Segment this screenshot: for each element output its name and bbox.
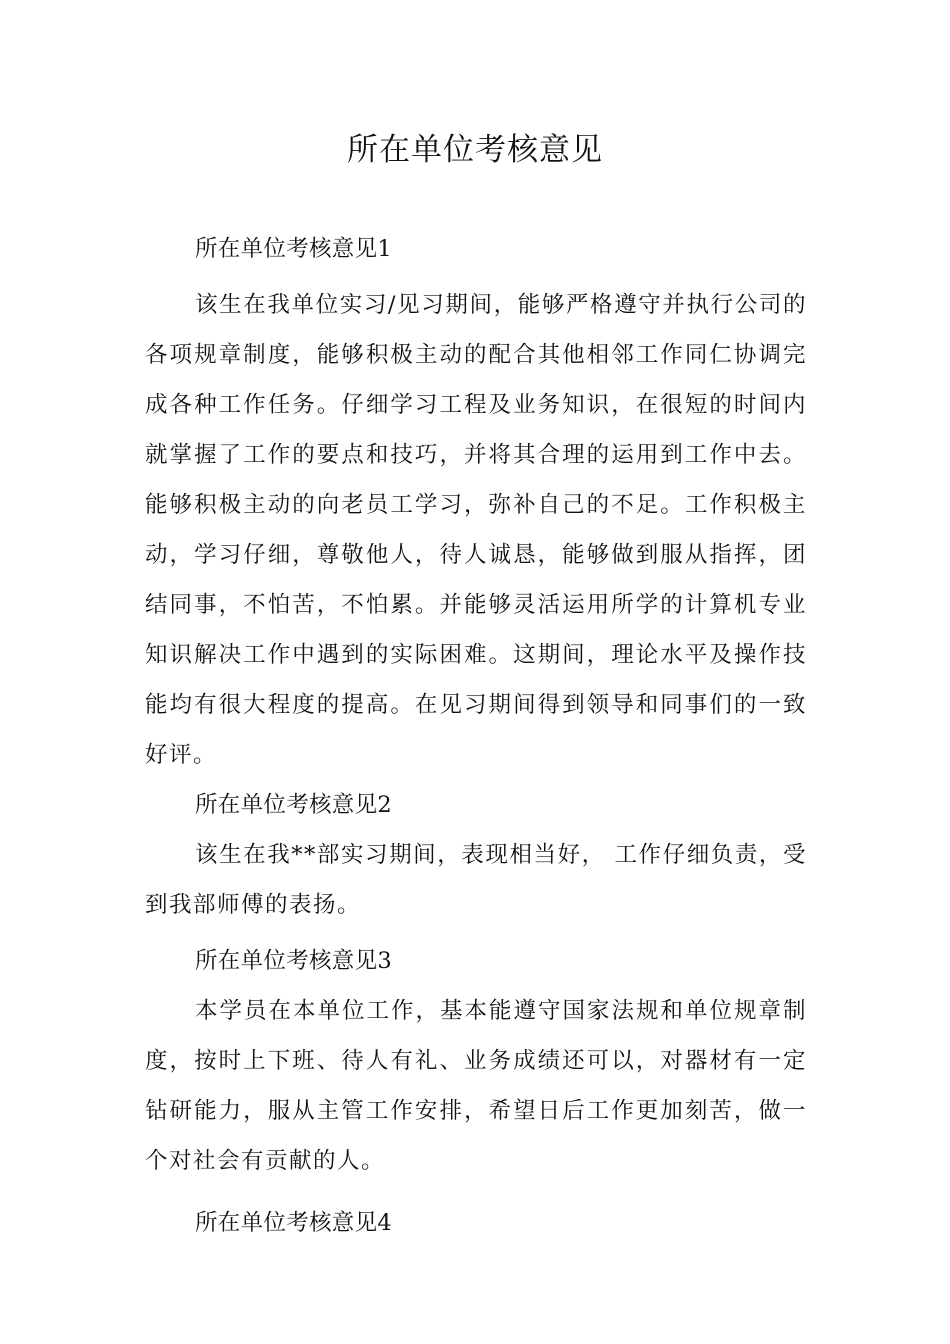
section-heading-2: 所在单位考核意见2 (195, 792, 393, 818)
section-heading-4: 所在单位考核意见4 (195, 1210, 393, 1236)
section-paragraph-2: 该生在我**部实习期间，表现相当好， 工作仔细负责，受到我部师傅的表扬。 (145, 842, 807, 918)
section-paragraph-3: 本学员在本单位工作，基本能遵守国家法规和单位规章制度，按时上下班、待人有礼、业务成绩还可以，对器材有一定钻研能力，服从主管工作安排，希望日后工作更加刻苦，做一个对社会有贡献的人。 (145, 998, 807, 1174)
section-heading-1: 所在单位考核意见1 (195, 236, 393, 262)
document-title: 所在单位考核意见 (347, 132, 603, 168)
document-body (145, 224, 807, 1248)
section-heading-3: 所在单位考核意见3 (195, 948, 393, 974)
section-paragraph-1: 该生在我单位实习/见习期间，能够严格遵守并执行公司的各项规章制度，能够积极主动的配合其他相邻工作同仁协调完成各种工作任务。仔细学习工程及业务知识，在很短的时间内就掌握了工作的要点和技巧，并将其合理的运用到工作中去。能够积极主动的向老员工学习，弥补自己的不足。工作积极主动，学习仔细，尊敬他人，待人诚恳，能够做到服从指挥，团结同事，不怕苦，不怕累。并能够灵活运用所学的计算机专业知识解决工作中遇到的实际困难。这期间，理论水平及操作技能均有很大程度的提高。在见习期间得到领导和同事们的一致好评。 (145, 292, 807, 768)
